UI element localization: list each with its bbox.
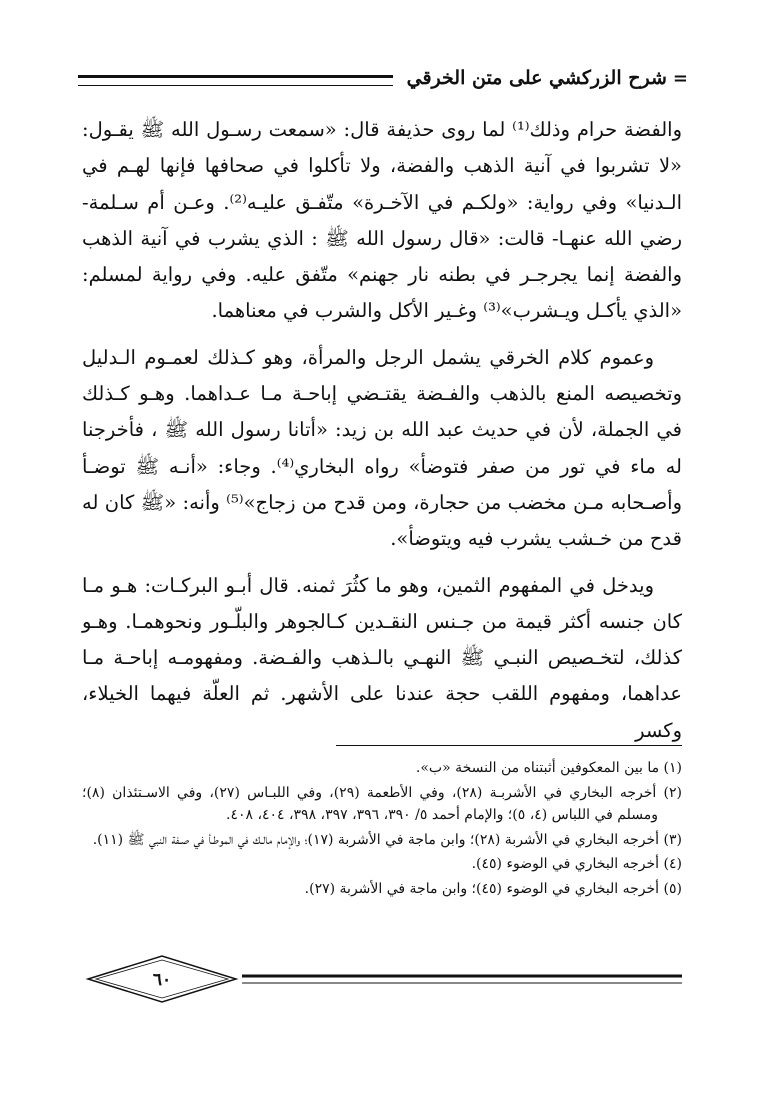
footnote-4: (٤) أخرجه البخاري في الوضوء (٤٥). xyxy=(471,856,682,872)
running-title: شرح الزركشي على متن الخرقي xyxy=(406,67,667,89)
page-footer xyxy=(82,948,682,1012)
footnote-5: (٥) أخرجه البخاري في الوضوء (٤٥)؛ وابن ماجة في الأشربة (٢٧). xyxy=(304,880,682,897)
page-number: ٦٠ xyxy=(152,970,172,990)
footnote-separator xyxy=(336,745,682,746)
footnotes xyxy=(82,757,682,902)
footnote-1: (١) ما بين المعكوفين أثبتناه من النسخة «ب». xyxy=(415,760,682,776)
header-ornament: = xyxy=(672,67,686,89)
paragraph-3: ويدخل في المفهوم الثمين، وهو ما كثُرَ ثمنه. قال أبـو البركـات: هـو مـا كان جنسه أكثر قيمة من جـنس النقـدين كـالجوهر والبلّـور ونحوهمـا. وهـو كذلك، لتخـصيص النبـي ﷺ النهـي بالـذهب والفـضة. ومفهومـه إباحـة مـا عداهما، ومفهوم اللقب حجة عندنا على الأشهر. ثم العلّة فيهما الخيلاء، وكسر xyxy=(82,573,682,742)
paragraph-2: وعموم كلام الخرقي يشمل الرجل والمرأة، وهو كـذلك لعمـوم الـدليل وتخصيصه المنع بالذهب والفـضة يقتـضي إباحـة مـا عـداهما. وهـو كـذلك في الجملة، لأن في حديث عبد الله بن زيد: «أتانا رسول الله ﷺ ، فأخرجنا له ماء في تور من صفر فتوضأ» رواه البخاري⁽⁴⁾. وجاء: «أنـه ﷺ توضـأ وأصـحابه مـن مخضب من حجارة، ومن قدح من زجاج»⁽⁵⁾ وأنه: «ﷺ كان له قدح من خـشب يشرب فيه ويتوضأ». xyxy=(82,345,682,551)
paragraph-1: والفضة حرام وذلك⁽¹⁾ لما روى حذيفة قال: «سمعت رسـول الله ﷺ يقـول: «لا تشربوا في آنية الذهب والفضة، ولا تأكلوا في صحافها فإنها لهـم في الـدنيا» وفي رواية: «ولكـم في الآخـرة» متّفـق عليـه⁽²⁾. وعـن أم سـلمة- رضي الله عنهـا- قالت: «قال رسول الله ﷺ : الذي يشرب في آنية الذهب والفضة إنما يجرجـر في بطنه نار جهنم» متّفق عليه. وفي رواية لمسلم: «الذي يأكـل ويـشرب»⁽³⁾ وغـير الأكل والشرب في معناهما. xyxy=(82,118,682,323)
footnote-2: (٢) أخرجه البخاري في الأشربـة (٢٨)، وفي الأطعمة (٢٩)، وفي اللبـاس (٢٧)، وفي الاسـتئذان (٨)؛ ومسلم في اللباس (٤، ٥)؛ والإمام أحمد ٥/ ٣٩٠، ٣٩٦، ٣٩٧، ٣٩٨، ٤٠٤، ٤٠٨. xyxy=(82,784,683,823)
main-text xyxy=(82,112,682,759)
header-rule xyxy=(78,75,393,86)
footnote-3: (٣) أخرجه البخاري في الأشربة (٢٨)؛ وابن ماجة في الأشربة (١٧)؛ والإمام مالـك في الموطـأ في صـفة النبي ﷺ (١١). xyxy=(92,831,682,848)
running-header xyxy=(78,58,686,98)
